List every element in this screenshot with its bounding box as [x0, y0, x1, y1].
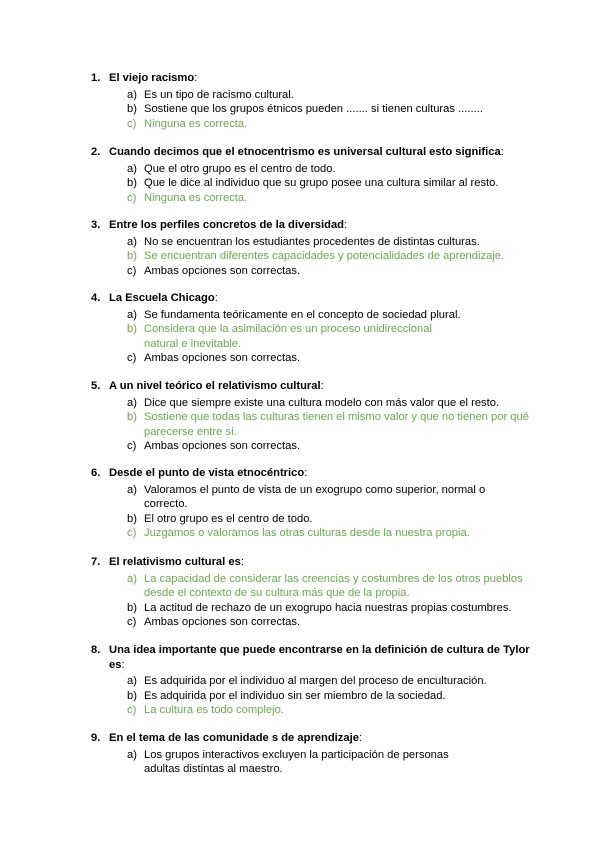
question-stem-end: : — [344, 219, 348, 231]
option — [91, 88, 531, 103]
question-stem: Entre los perfiles concretos de la diversidad — [109, 219, 345, 231]
question-stem: La Escuela Chicago — [109, 292, 215, 304]
option-text: Es adquirida por el individuo al margen del proceso de enculturación. — [144, 675, 487, 687]
option — [91, 191, 531, 206]
option-letter: c) — [127, 117, 137, 130]
option-letter: b) — [127, 601, 137, 614]
option — [91, 249, 531, 264]
option — [91, 689, 531, 704]
question-number: 9. — [91, 732, 101, 744]
option-text: Sostiene que los grupos étnicos pueden ....... si tienen culturas ........ — [144, 103, 483, 115]
option-letter: b) — [127, 689, 137, 702]
option-text: La capacidad de considerar las creencias y costumbres de los otros pueblos desde el contexto de su cultura más que de la propia. — [144, 572, 523, 599]
option-text: Se fundamenta teóricamente en el concepto de sociedad plural. — [144, 308, 461, 321]
option-text: Ninguna es correcta. — [144, 191, 248, 204]
option-letter: a) — [127, 748, 137, 761]
question-number: 7. — [91, 556, 101, 568]
option-text: Ambas opciones son correctas. — [144, 352, 301, 364]
option — [91, 483, 531, 512]
option-letter: c) — [127, 352, 137, 364]
option-text: Los grupos interactivos excluyen la participación de personas adultas distintas al maestro. — [144, 748, 449, 775]
option-letter: a) — [127, 308, 137, 321]
question-stem-end: : — [358, 732, 363, 744]
option-letter: a) — [127, 572, 137, 585]
option-letter: a) — [127, 483, 137, 496]
option — [91, 439, 531, 454]
question-stem: Cuando decimos que el etnocentrismo es universal cultural esto significa — [109, 146, 501, 158]
question-stem: El viejo racismo — [109, 72, 195, 84]
option-text: La cultura es todo complejo. — [144, 704, 284, 716]
option — [91, 162, 531, 177]
option — [91, 308, 531, 323]
question-number: 6. — [91, 467, 101, 479]
option — [91, 615, 531, 630]
question-stem-end: : — [500, 146, 504, 158]
option-text: Que le dice al individuo que su grupo posee una cultura similar al resto. — [144, 177, 499, 189]
option-letter: b) — [127, 323, 137, 335]
option-letter: b) — [127, 512, 137, 525]
option-letter: a) — [127, 675, 137, 687]
question-stem: El relativismo cultural es — [109, 556, 241, 568]
option-letter: a) — [127, 235, 137, 248]
question-7 — [91, 555, 531, 630]
option-text: Se encuentran diferentes capacidades y potencialidades de aprendizaje. — [144, 250, 505, 262]
question-stem-end: : — [121, 658, 125, 671]
question-9 — [91, 731, 531, 777]
question-4 — [91, 291, 531, 366]
question-stem: Una idea importante que puede encontrarse en la definición de cultura de Tylor es — [109, 644, 530, 671]
option — [91, 351, 531, 366]
question-number: 8. — [91, 644, 101, 656]
question-stem-end: : — [240, 556, 244, 568]
option-text: Ninguna es correcta. — [144, 117, 248, 130]
option-letter: c) — [127, 704, 137, 716]
option-letter: a) — [127, 396, 137, 409]
option-text: Considera que la asimilación es un proceso unidireccional natural e inevitable. — [144, 323, 432, 350]
option-letter: c) — [127, 616, 137, 628]
question-stem-end: : — [214, 292, 218, 304]
question-number: 2. — [91, 146, 101, 158]
option — [91, 322, 531, 351]
option-letter: b) — [127, 103, 137, 115]
option-text: La actitud de rechazo de un exogrupo hacia nuestras propias costumbres. — [144, 601, 512, 614]
question-number: 5. — [91, 380, 101, 392]
question-number: 3. — [91, 219, 101, 231]
option — [91, 117, 531, 132]
question-3 — [91, 218, 531, 278]
question-2 — [91, 145, 531, 205]
option-text: Ambas opciones son correctas. — [144, 440, 301, 452]
option-text: Sostiene que todas las culturas tienen el mismo valor y que no tienen por qué parecerse entre sí. — [144, 411, 529, 438]
option — [91, 396, 531, 411]
question-number: 4. — [91, 292, 101, 304]
option — [91, 176, 531, 191]
question-stem-end: : — [194, 72, 198, 84]
option-text: Ambas opciones son correctas. — [144, 264, 301, 277]
option-text: Es adquirida por el individuo sin ser miembro de la sociedad. — [144, 689, 446, 702]
option — [91, 572, 531, 601]
question-stem: En el tema de las comunidade s de aprendizaje — [109, 732, 359, 744]
option-letter: b) — [127, 250, 137, 262]
option — [91, 703, 531, 718]
option — [91, 748, 531, 777]
option-text: Ambas opciones son correctas. — [144, 616, 301, 628]
question-number: 1. — [91, 72, 101, 84]
option-letter: c) — [127, 191, 137, 204]
option — [91, 264, 531, 279]
option-text: No se encuentran los estudiantes procedentes de distintas culturas. — [144, 235, 480, 248]
option — [91, 102, 531, 117]
option-text: Que el otro grupo es el centro de todo. — [144, 162, 336, 175]
question-8 — [91, 643, 531, 718]
option-text: Es un tipo de racismo cultural. — [144, 88, 294, 101]
option-letter: c) — [127, 264, 137, 277]
option-text: Juzgamos o valoramos las otras culturas desde la nuestra propia. — [144, 527, 470, 539]
question-stem-end: : — [320, 380, 324, 392]
question-6 — [91, 466, 531, 541]
option-letter: a) — [127, 88, 137, 101]
option — [91, 674, 531, 689]
option-text: Valoramos el punto de vista de un exogrupo como superior, normal o correcto. — [144, 483, 486, 510]
option-letter: b) — [127, 177, 137, 189]
option — [91, 410, 531, 439]
question-1 — [91, 71, 531, 131]
question-stem: Desde el punto de vista etnocéntrico — [109, 467, 305, 479]
option-letter: c) — [127, 440, 137, 452]
question-5 — [91, 379, 531, 454]
option — [91, 235, 531, 250]
option-text: El otro grupo es el centro de todo. — [144, 512, 313, 525]
question-stem: A un nivel teórico el relativismo cultural — [109, 380, 321, 392]
option-letter: c) — [127, 527, 137, 539]
option-text: Dice que siempre existe una cultura modelo con más valor que el resto. — [144, 396, 500, 409]
option — [91, 512, 531, 527]
option-letter: a) — [127, 162, 137, 175]
question-stem-end: : — [304, 467, 308, 479]
option-letter: b) — [127, 411, 137, 423]
option — [91, 601, 531, 616]
option — [91, 526, 531, 541]
